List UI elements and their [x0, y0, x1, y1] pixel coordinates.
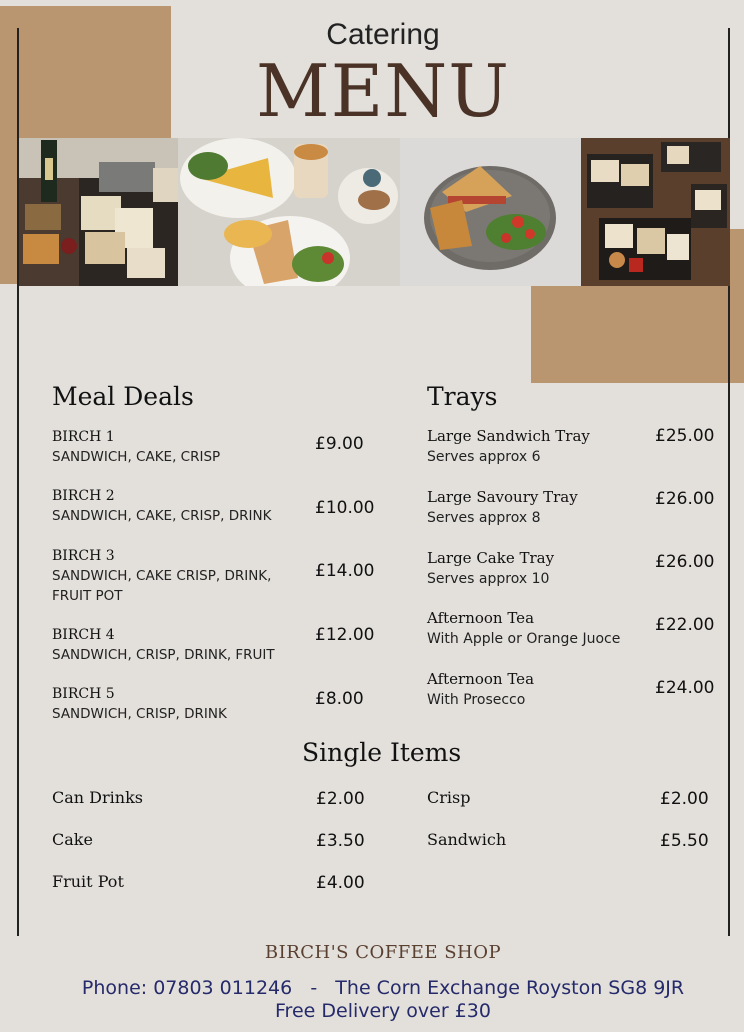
meal-deal-description: SANDWICH, CAKE, CRISP, DRINK: [52, 508, 272, 524]
single-item-name: Crisp: [427, 788, 471, 807]
sandwich-trays-photo: [581, 138, 730, 286]
single-item-name: Fruit Pot: [52, 872, 124, 891]
single-item-name: Can Drinks: [52, 788, 143, 807]
tray-price: £25.00: [655, 426, 715, 446]
single-item-price: £5.50: [660, 831, 709, 851]
meal-deal-name: BIRCH 2: [52, 488, 115, 504]
meal-deal-item: [52, 684, 312, 724]
meal-deal-price: £10.00: [315, 498, 375, 518]
tray-description: Serves approx 6: [427, 449, 541, 465]
tray-price: £24.00: [655, 678, 715, 698]
tray-description: Serves approx 8: [427, 510, 541, 526]
tray-price: £26.00: [655, 552, 715, 572]
single-item-price: £3.50: [316, 831, 365, 851]
meal-deal-description: SANDWICH, CRISP, DRINK: [52, 706, 227, 722]
tray-item: [427, 548, 652, 590]
contact-line: Phone: 07803 011246 - The Corn Exchange Royston SG8 9JR: [81, 977, 685, 999]
delivery-note: Free Delivery over £30: [275, 1000, 491, 1022]
shop-name: BIRCH'S COFFEE SHOP: [264, 942, 502, 963]
single-item-name: Cake: [52, 830, 93, 849]
tray-item: [427, 669, 652, 711]
meal-deal-description: SANDWICH, CAKE, CRISP: [52, 449, 221, 465]
meal-deal-price: £12.00: [315, 625, 375, 645]
meal-deal-description: SANDWICH, CRISP, DRINK, FRUIT: [52, 647, 275, 663]
tray-item: [427, 487, 652, 529]
toasted-sandwich-photo: [400, 138, 581, 286]
tray-description: With Apple or Orange Juoce: [427, 631, 621, 647]
menu-title: MENU: [256, 49, 510, 133]
meal-deal-item: [52, 427, 312, 467]
meal-deal-price: £8.00: [315, 689, 364, 709]
tray-item: [427, 426, 652, 468]
tray-item: [427, 608, 652, 650]
tray-name: Large Sandwich Tray: [427, 427, 590, 445]
plated-lunch-photo: [178, 138, 400, 286]
meal-deal-description: SANDWICH, CAKE CRISP, DRINK,: [52, 568, 272, 584]
tray-price: £22.00: [655, 615, 715, 635]
tray-name: Afternoon Tea: [427, 670, 535, 688]
meal-deal-item: [52, 625, 312, 665]
single-item-price: £2.00: [660, 789, 709, 809]
single-items-heading: Single Items: [302, 738, 462, 767]
meal-deal-price: £14.00: [315, 561, 375, 581]
tray-name: Large Savoury Tray: [427, 488, 578, 506]
meal-deal-name: BIRCH 5: [52, 686, 115, 702]
trays-heading: Trays: [427, 382, 498, 411]
meal-deal-name: BIRCH 4: [52, 627, 115, 643]
meal-deal-item: [52, 546, 312, 606]
menu-subtitle: Catering: [326, 18, 440, 51]
single-item-name: Sandwich: [427, 830, 507, 849]
meal-deal-description-cont: FRUIT POT: [52, 588, 123, 604]
single-item-price: £2.00: [316, 789, 365, 809]
tray-description: With Prosecco: [427, 692, 526, 708]
meal-deals-heading: Meal Deals: [52, 382, 194, 411]
meal-deal-name: BIRCH 1: [52, 429, 115, 445]
meal-deal-price: £9.00: [315, 434, 364, 454]
tray-description: Serves approx 10: [427, 571, 550, 587]
sandwich-platter-photo: [19, 138, 178, 286]
tray-price: £26.00: [655, 489, 715, 509]
meal-deal-item: [52, 486, 312, 526]
meal-deal-name: BIRCH 3: [52, 548, 115, 564]
tray-name: Afternoon Tea: [427, 609, 535, 627]
tray-name: Large Cake Tray: [427, 549, 555, 567]
single-item-price: £4.00: [316, 873, 365, 893]
